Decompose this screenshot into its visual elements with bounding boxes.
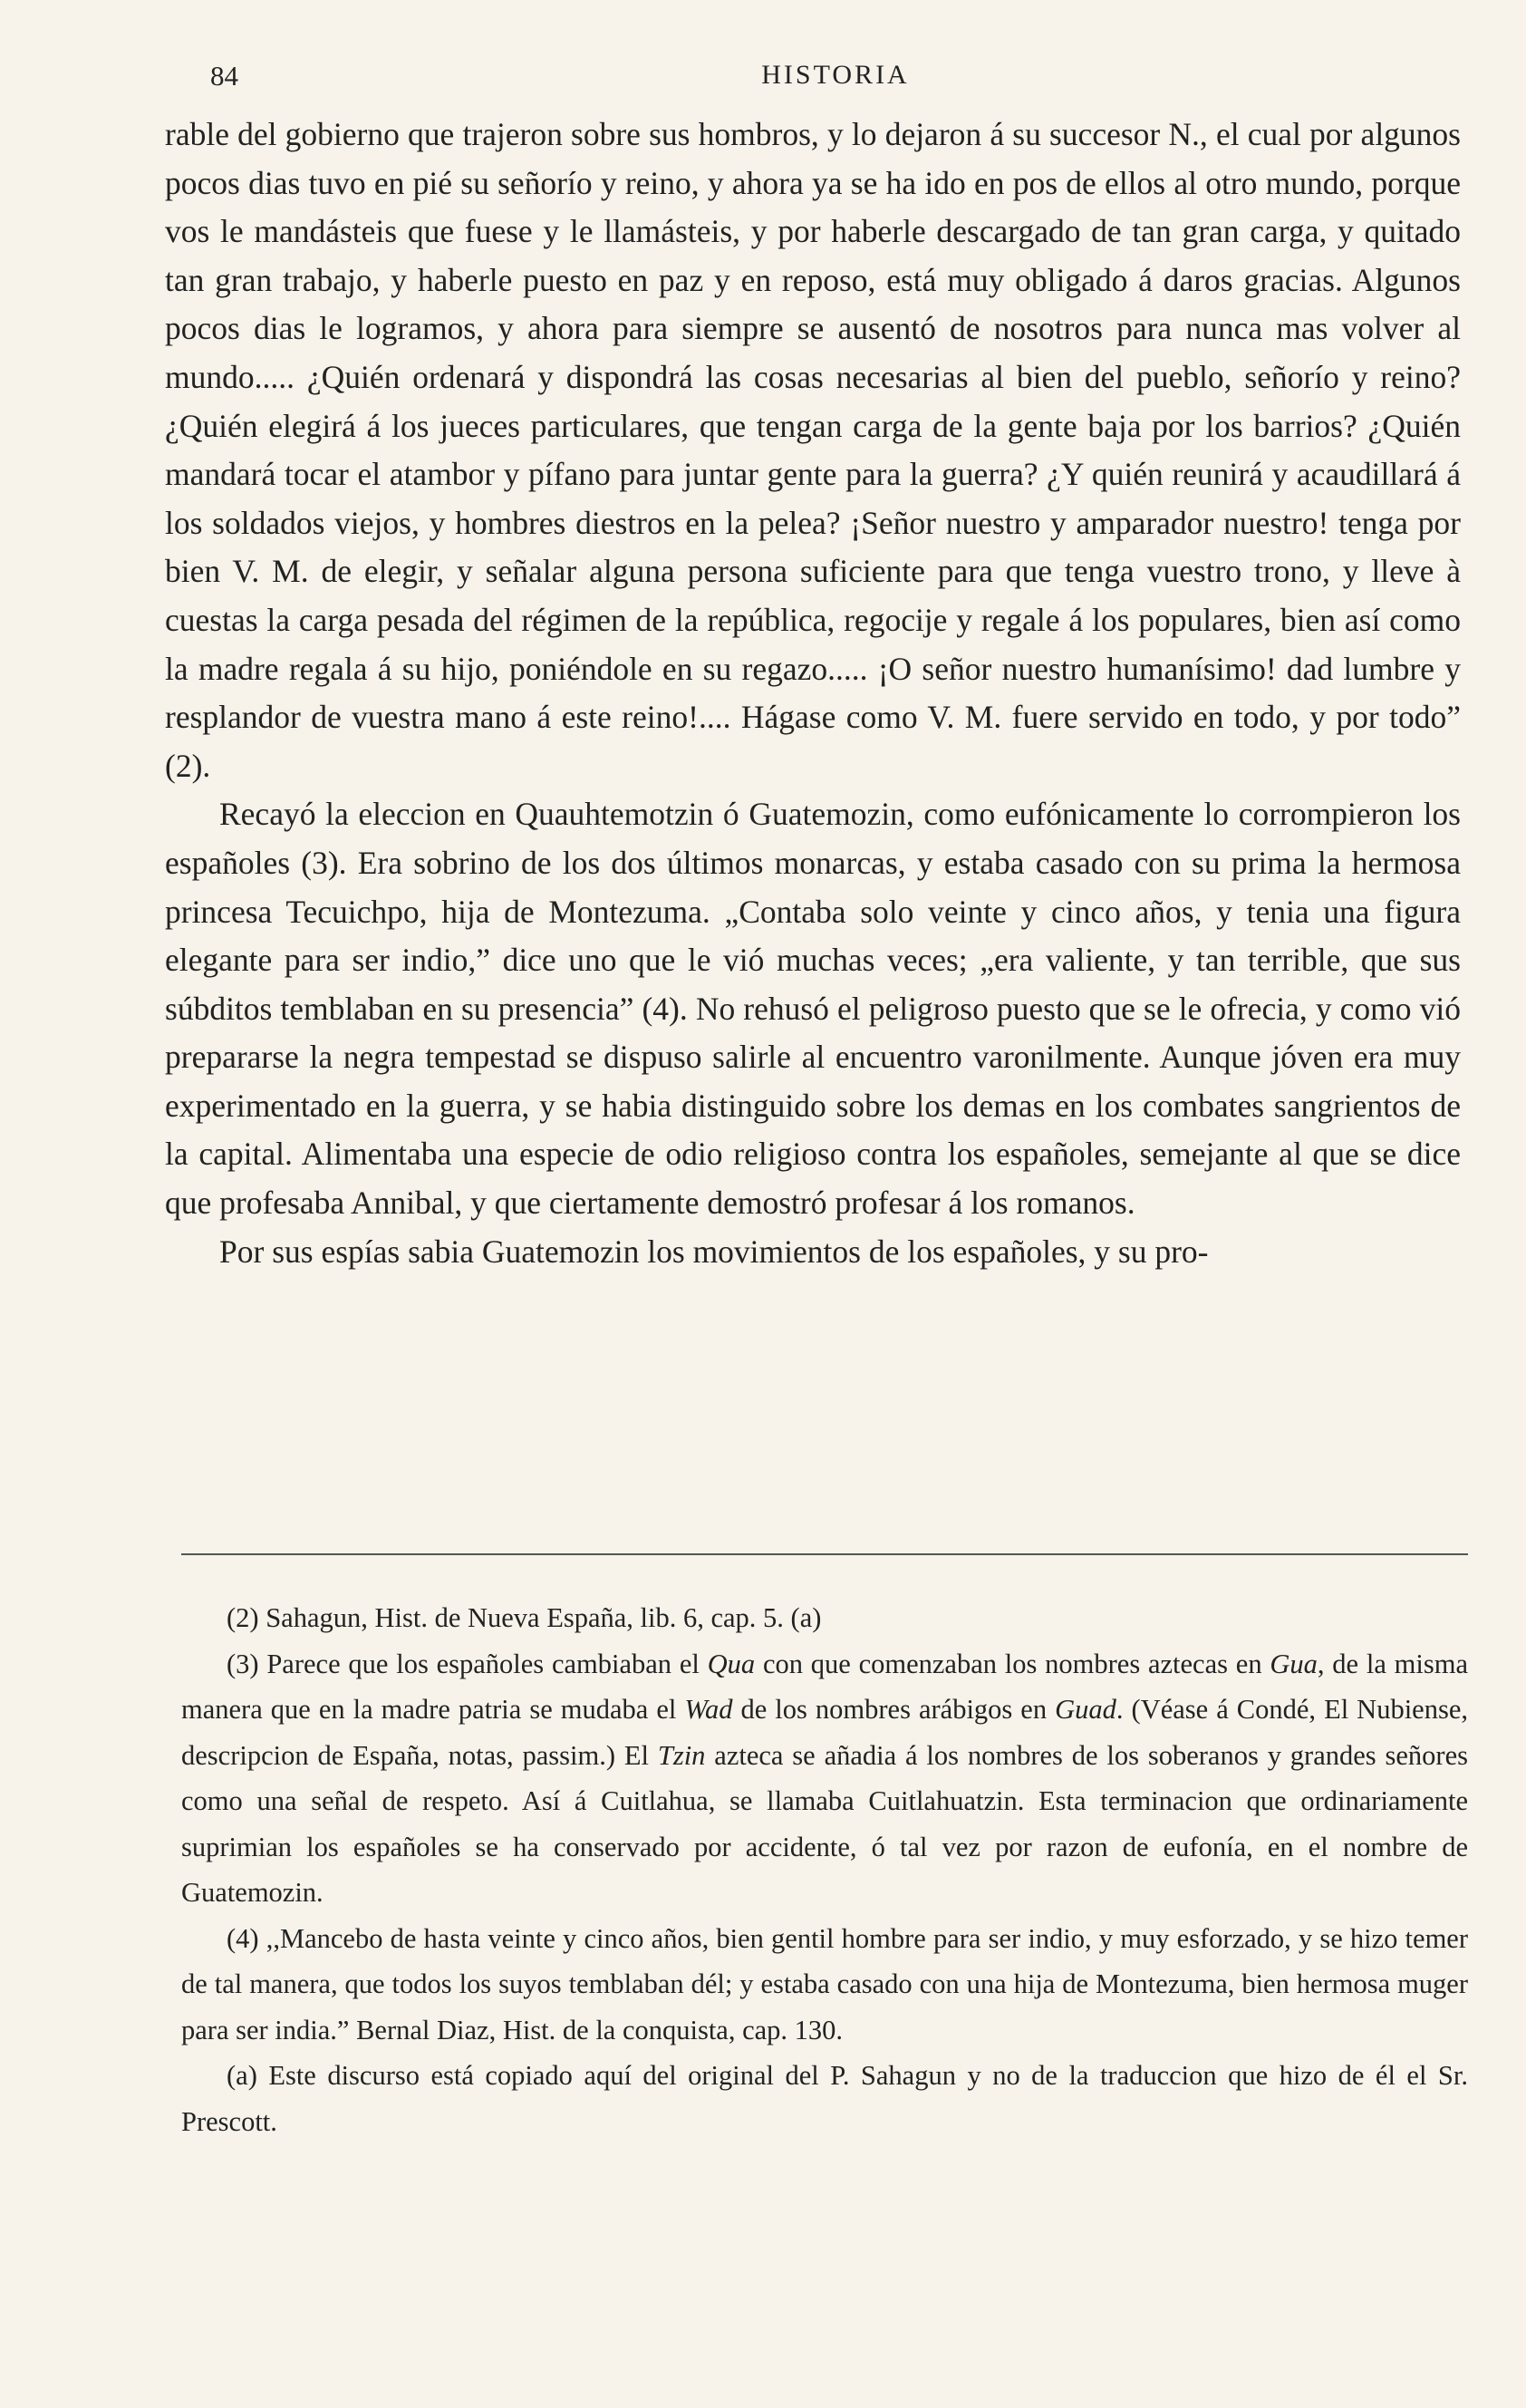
paragraph-election: Recayó la eleccion en Quauhtemotzin ó Guatemozin, como eufónicamente lo corrompieron los españoles (3). Era sobrino de los dos últimos monarcas, y estaba casado con su prima la hermosa princesa Tecuichpo, hija de Montezuma. „Contaba solo veinte y cinco años, y tenia una figura elegante para ser indio,” dice uno que le vió muchas veces; „era valiente, y tan terrible, que sus súbditos temblaban en su presencia” (4). No rehusó el peligroso puesto que se le ofrecia, y como vió prepararse la negra tempestad se dispuso salirle al encuentro varonilmente. Aunque jóven era muy experimentado en la guerra, y se habia distinguido sobre los demas en los combates sangrientos de la capital. Alimentaba una especie de odio religioso contra los españoles, semejante al que se dice que profesaba Annibal, y que ciertamente demostró profesar á los romanos.: [165, 796, 1461, 1222]
page-number: 84: [210, 60, 238, 92]
footnotes: [181, 1595, 1468, 2144]
footnote-2: (2) Sahagun, Hist. de Nueva España, lib. 6, cap. 5. (a): [227, 1602, 822, 1633]
paragraph-spies: Por sus espías sabia Guatemozin los movimientos de los españoles, y su pro-: [219, 1233, 1209, 1270]
running-title: HISTORIA: [761, 60, 910, 90]
footnote-3: (3) Parece que los españoles cambiaban el Qua con que comenzaban los nombres aztecas en Gua, de la misma manera que en la madre patria se mudaba el Wad de los nombres arábigos en Guad. (Véase á Condé, El Nubiense, descripcion de España, notas, passim.) El Tzin azteca se añadia á los nombres de los soberanos y grandes señores como una señal de respeto. Así á Cuitlahua, se llamaba Cuitlahuatzin. Esta terminacion que ordinariamente suprimian los españoles se ha conservado por accidente, ó tal vez por razon de eufonía, en el nombre de Guatemozin.: [181, 1648, 1469, 1908]
footnote-4: (4) ,,Mancebo de hasta veinte y cinco años, bien gentil hombre para ser indio, y muy esforzado, y se hizo temer de tal manera, que todos los suyos temblaban dél; y estaba casado con una hija de Montezuma, bien hermosa muger para ser india.” Bernal Diaz, Hist. de la conquista, cap. 130.: [181, 1922, 1468, 2045]
body-text: [165, 111, 1461, 1276]
footnote-divider: [181, 1553, 1468, 1555]
running-head: [210, 60, 1461, 100]
footnote-a: (a) Este discurso está copiado aquí del original del P. Sahagun y no de la traduccion que hizo de él el Sr. Prescott.: [181, 2060, 1468, 2137]
paragraph-continued: rable del gobierno que trajeron sobre sus hombros, y lo dejaron á su succesor N., el cual por algunos pocos dias tuvo en pié su señorío y reino, y ahora ya se ha ido en pos de ellos al otro mundo, porque vos le mandásteis que fuese y le llamásteis, y por haberle descargado de tan gran carga, y quitado tan gran trabajo, y haberle puesto en paz y en reposo, está muy obligado á daros gracias. Algunos pocos dias le logramos, y ahora para siempre se ausentó de nosotros para nunca mas volver al mundo..... ¿Quién ordenará y dispondrá las cosas necesarias al bien del pueblo, señorío y reino? ¿Quién elegirá á los jueces particulares, que tengan carga de la gente baja por los barrios? ¿Quién mandará tocar el atambor y pífano para juntar gente para la guerra? ¿Y quién reunirá y acaudillará á los soldados viejos, y hombres diestros en la pelea? ¡Señor nuestro y amparador nuestro! tenga por bien V. M. de elegir, y señalar alguna persona suficiente para que tenga vuestro trono, y lleve à cuestas la carga pesada del régimen de la república, regocije y regale á los populares, bien así como la madre regala á su hijo, poniéndole en su regazo..... ¡O señor nuestro humanísimo! dad lumbre y resplandor de vuestra mano á este reino!.... Hágase como V. M. fuere servido en todo, y por todo” (2).: [165, 116, 1461, 784]
